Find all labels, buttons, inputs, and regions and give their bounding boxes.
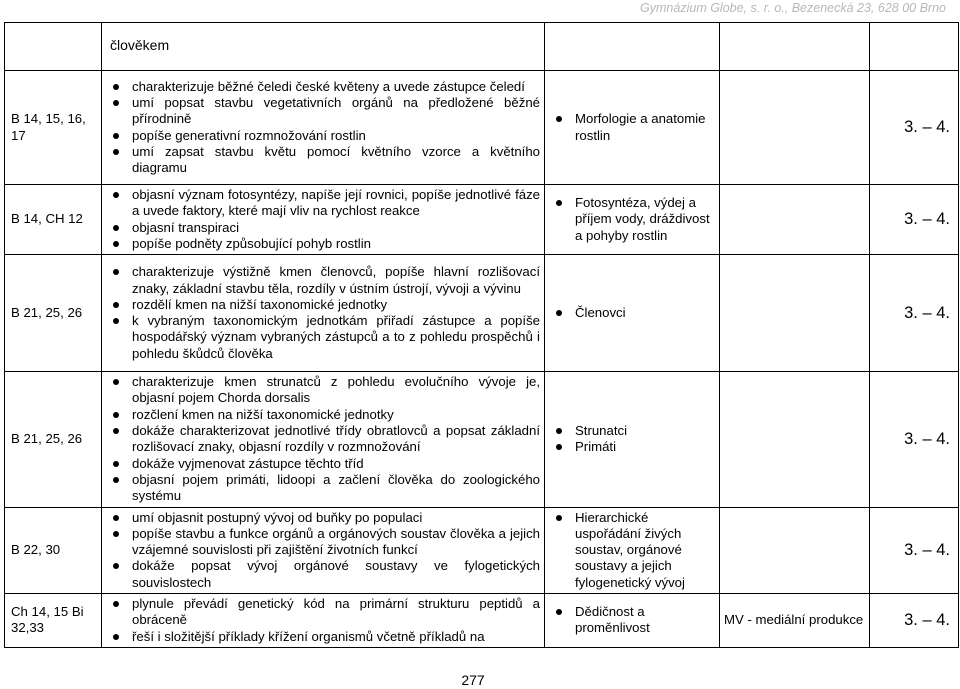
ref-cell: B 21, 25, 26 — [5, 372, 102, 507]
list-item: popíše generativní rozmnožování rostlin — [102, 128, 540, 144]
list-item: umí zapsat stavbu květu pomocí květního vzorce a květního diagramu — [102, 144, 540, 177]
table-row-continuation — [5, 23, 959, 71]
outcomes-cell — [102, 507, 545, 593]
cross-cell — [720, 372, 870, 507]
topics-cell — [545, 594, 720, 648]
list-item: řeší i složitější příklady křížení organismů včetně příkladů na — [102, 629, 540, 645]
table-row — [5, 71, 959, 185]
cross-cell: MV - mediální produkce — [720, 594, 870, 648]
topics-cell — [545, 185, 720, 255]
list-item: k vybraným taxonomickým jednotkám přiřadí zástupce a popíše hospodářský význam vybraných zástupců a to z pohledu prospěchů i pohledu škůdců člověka — [102, 313, 540, 362]
topic-item: Strunatci — [545, 423, 715, 439]
table-row — [5, 507, 959, 593]
topics-cell — [545, 71, 720, 185]
outcomes-cell — [102, 185, 545, 255]
year-cell — [870, 23, 959, 71]
topics-cell — [545, 255, 720, 372]
list-item: popíše podněty způsobující pohyb rostlin — [102, 236, 540, 252]
year-cell: 3. – 4. — [870, 372, 959, 507]
cross-cell — [720, 23, 870, 71]
topic-item: Členovci — [545, 305, 715, 321]
cross-cell — [720, 255, 870, 372]
table-row — [5, 372, 959, 507]
list-item: charakterizuje kmen strunatců z pohledu evolučního vývoje je, objasní pojem Chorda dorsalis — [102, 374, 540, 407]
ref-cell: B 21, 25, 26 — [5, 255, 102, 372]
outcomes-cell — [102, 372, 545, 507]
list-item: rozčlení kmen na nižší taxonomické jednotky — [102, 407, 540, 423]
list-item: plynule převádí genetický kód na primární strukturu peptidů a obráceně — [102, 596, 540, 629]
list-item: objasní transpiraci — [102, 220, 540, 236]
topic-item: Hierarchické uspořádání živých soustav, orgánové soustavy a jejich fylogenetický vývoj — [545, 510, 715, 591]
header-text: Gymnázium Globe, s. r. o., Bezenecká 23, 628 00 Brno — [640, 1, 946, 15]
cross-cell — [720, 185, 870, 255]
outcomes-cell — [102, 255, 545, 372]
topics-cell — [545, 372, 720, 507]
year-cell: 3. – 4. — [870, 507, 959, 593]
list-item: charakterizuje běžné čeledi české květeny a uvede zástupce čeledí — [102, 79, 540, 95]
continuation-text: člověkem — [110, 37, 170, 54]
year-cell: 3. – 4. — [870, 255, 959, 372]
cross-cell — [720, 507, 870, 593]
list-item: dokáže vyjmenovat zástupce těchto tříd — [102, 456, 540, 472]
topic-item: Primáti — [545, 439, 715, 455]
outcomes-cell — [102, 594, 545, 648]
ref-cell: B 14, CH 12 — [5, 185, 102, 255]
table-row — [5, 594, 959, 648]
ref-cell: Ch 14, 15 Bi 32,33 — [5, 594, 102, 648]
topic-item: Dědičnost a proměnlivost — [545, 604, 715, 637]
list-item: dokáže popsat vývoj orgánové soustavy ve fylogetických souvislostech — [102, 558, 540, 591]
year-cell: 3. – 4. — [870, 594, 959, 648]
list-item: objasní význam fotosyntézy, napíše její rovnici, popíše jednotlivé fáze a uvede faktory, které mají vliv na rychlost reakce — [102, 187, 540, 220]
table-row — [5, 255, 959, 372]
outcomes-cell — [102, 23, 545, 71]
list-item: umí objasnit postupný vývoj od buňky po populaci — [102, 510, 540, 526]
list-item: popíše stavbu a funkce orgánů a orgánových soustav člověka a jejich vzájemné souvislosti při zajištění životních funkcí — [102, 526, 540, 559]
table-row — [5, 185, 959, 255]
ref-cell: B 22, 30 — [5, 507, 102, 593]
list-item: charakterizuje výstižně kmen členovců, popíše hlavní rozlišovací znaky, základní stavbu těla, rozdíly v ústním ústrojí, vývoji a vývinu — [102, 264, 540, 297]
list-item: objasní pojem primáti, lidoopi a začlení člověka do zoologického systému — [102, 472, 540, 505]
year-cell: 3. – 4. — [870, 185, 959, 255]
list-item: rozdělí kmen na nižší taxonomické jednotky — [102, 297, 540, 313]
year-cell: 3. – 4. — [870, 71, 959, 185]
list-item: dokáže charakterizovat jednotlivé třídy obratlovců a popsat základní rozlišovací znaky, objasní rozdíly v rozmnožování — [102, 423, 540, 456]
outcomes-cell — [102, 71, 545, 185]
page-number: 277 — [461, 672, 485, 688]
topic-item: Fotosyntéza, výdej a příjem vody, dráždivost a pohyby rostlin — [545, 195, 715, 244]
page-header — [0, 0, 960, 15]
ref-cell: B 14, 15, 16, 17 — [5, 71, 102, 185]
topic-item: Morfologie a anatomie rostlin — [545, 111, 715, 144]
topics-cell — [545, 507, 720, 593]
ref-cell — [5, 23, 102, 71]
cross-cell — [720, 71, 870, 185]
topics-cell — [545, 23, 720, 71]
curriculum-table — [4, 22, 959, 648]
list-item: umí popsat stavbu vegetativních orgánů na předložené běžné přírodnině — [102, 95, 540, 128]
